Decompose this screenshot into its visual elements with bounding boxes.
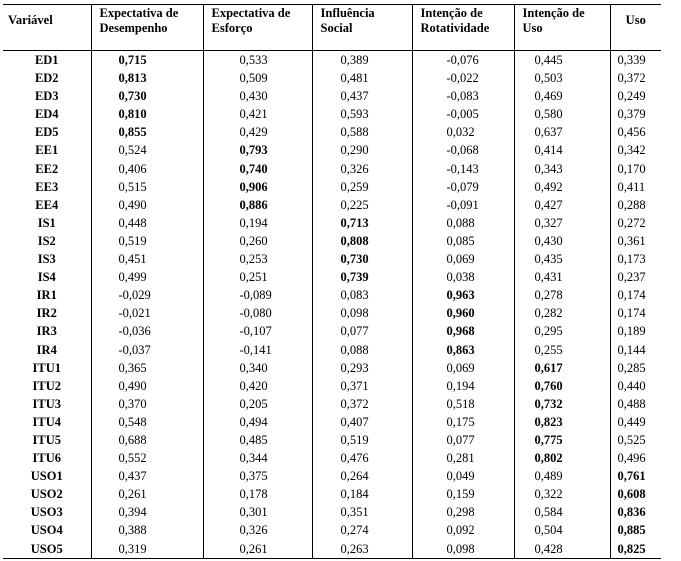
loading-cell: 0,194 (412, 377, 514, 395)
table-body (3, 51, 661, 559)
table-row (3, 69, 661, 87)
table-row (3, 304, 661, 322)
loading-cell: 0,092 (412, 521, 514, 539)
header-line: Expectativa de (211, 6, 291, 20)
loading-cell: 0,509 (203, 69, 312, 87)
loading-cell: 0,740 (203, 160, 312, 178)
loading-cell: 0,237 (617, 270, 646, 285)
loading-cell: 0,088 (412, 214, 514, 232)
loading-cell: 0,339 (617, 53, 646, 67)
table-row (3, 431, 661, 449)
table-row (3, 214, 661, 232)
loading-cell: 0,427 (514, 196, 610, 214)
variable-label: ED2 (3, 69, 91, 87)
loading-cell: -0,022 (412, 69, 514, 87)
variable-label: IR4 (3, 341, 91, 359)
loading-cell: 0,688 (91, 431, 203, 449)
loading-cell: 0,518 (412, 395, 514, 413)
loading-cell: -0,076 (412, 51, 514, 70)
loading-cell: 0,038 (412, 268, 514, 286)
loading-cell: 0,340 (203, 359, 312, 377)
loading-cell: 0,960 (412, 304, 514, 322)
loading-cell: -0,141 (203, 341, 312, 359)
loading-cell: 0,428 (514, 540, 610, 559)
loading-cell: 0,584 (514, 503, 610, 521)
loading-cell: 0,069 (412, 359, 514, 377)
loading-cell: 0,488 (617, 396, 646, 411)
header-line: Uso (522, 21, 543, 35)
loading-cell: 0,481 (312, 69, 412, 87)
table-row (3, 341, 661, 359)
table-row (3, 232, 661, 250)
loading-cell: -0,079 (412, 178, 514, 196)
table-row (3, 322, 661, 340)
loading-cell: 0,963 (412, 286, 514, 304)
loading-cell: 0,761 (617, 469, 646, 484)
loading-cell: 0,372 (617, 71, 646, 86)
header-influencia-social (312, 5, 412, 51)
loading-cell: 0,469 (514, 87, 610, 105)
loading-cell: 0,492 (514, 178, 610, 196)
table-row (3, 196, 661, 214)
header-line: Influência (320, 6, 375, 20)
variable-label: USO4 (3, 521, 91, 539)
loading-cell: 0,519 (91, 232, 203, 250)
loading-cell: 0,388 (91, 521, 203, 539)
loading-cell: 0,184 (312, 485, 412, 503)
loading-cell: 0,301 (203, 503, 312, 521)
loading-cell: -0,036 (91, 322, 203, 340)
table-row (3, 286, 661, 304)
loading-cell: 0,175 (412, 413, 514, 431)
loading-cell: 0,281 (412, 449, 514, 467)
variable-label: EE4 (3, 196, 91, 214)
loading-cell: 0,430 (514, 232, 610, 250)
header-line: Expectativa de (99, 6, 179, 20)
variable-label: USO2 (3, 485, 91, 503)
table-row (3, 141, 661, 159)
loading-cell: 0,490 (91, 196, 203, 214)
loading-cell: 0,098 (412, 540, 514, 559)
table-row (3, 413, 661, 431)
loading-cell: 0,319 (91, 540, 203, 559)
loading-cell: 0,379 (617, 107, 646, 122)
loading-cell: 0,490 (91, 377, 203, 395)
loading-cell: -0,005 (412, 105, 514, 123)
loading-cell: 0,372 (312, 395, 412, 413)
variable-label: ITU1 (3, 359, 91, 377)
loading-cell: -0,037 (91, 341, 203, 359)
loading-cell: 0,032 (412, 123, 514, 141)
loading-cell: 0,793 (203, 141, 312, 159)
loading-cell: 0,077 (412, 431, 514, 449)
variable-label: EE1 (3, 141, 91, 159)
loading-cell: 0,174 (617, 288, 646, 303)
loading-cell: 0,451 (91, 250, 203, 268)
loading-cell: 0,617 (514, 359, 610, 377)
loading-cell: 0,730 (312, 250, 412, 268)
loading-cell: 0,524 (91, 141, 203, 159)
header-line: Uso (625, 13, 646, 27)
variable-label: EE2 (3, 160, 91, 178)
loading-cell: 0,836 (617, 505, 646, 520)
table-row (3, 540, 661, 559)
loading-cell: 0,098 (312, 304, 412, 322)
header-line: Intenção de (522, 6, 585, 20)
loading-cell: 0,205 (203, 395, 312, 413)
loading-cell: 0,173 (617, 252, 646, 267)
loading-cell: 0,225 (312, 196, 412, 214)
variable-label: ITU4 (3, 413, 91, 431)
loading-cell: 0,588 (312, 123, 412, 141)
loading-cell: 0,437 (91, 467, 203, 485)
loading-cell: 0,823 (514, 413, 610, 431)
loading-cell: 0,420 (203, 377, 312, 395)
loading-cell: -0,143 (412, 160, 514, 178)
loading-cell: 0,389 (312, 51, 412, 70)
loading-cell: 0,259 (312, 178, 412, 196)
loading-cell: -0,068 (412, 141, 514, 159)
loading-cell: 0,326 (203, 521, 312, 539)
variable-label: USO5 (3, 540, 91, 559)
loading-cell: 0,170 (617, 161, 646, 176)
loading-cell: -0,091 (412, 196, 514, 214)
table-row (3, 359, 661, 377)
loading-cell: -0,029 (91, 286, 203, 304)
loading-cell: 0,290 (312, 141, 412, 159)
table-row (3, 485, 661, 503)
header-uso (610, 5, 661, 51)
header-expectativa-desempenho (91, 5, 203, 51)
loading-cell: 0,533 (203, 51, 312, 70)
loading-cell: 0,159 (412, 485, 514, 503)
loading-cell: 0,494 (203, 413, 312, 431)
loading-cell: 0,503 (514, 69, 610, 87)
loading-cell: 0,515 (91, 178, 203, 196)
loading-cell: 0,906 (203, 178, 312, 196)
loading-cell: 0,249 (617, 89, 646, 104)
header-intencao-rotatividade (412, 5, 514, 51)
variable-label: USO3 (3, 503, 91, 521)
table-header (3, 5, 661, 51)
header-intencao-uso (514, 5, 610, 51)
loading-cell: 0,437 (312, 87, 412, 105)
header-expectativa-esforco (203, 5, 312, 51)
loading-cell: 0,178 (203, 485, 312, 503)
loading-cell: 0,813 (91, 69, 203, 87)
loading-cell: 0,298 (412, 503, 514, 521)
loading-cell: 0,802 (514, 449, 610, 467)
header-line: Rotatividade (420, 21, 490, 35)
table-row (3, 449, 661, 467)
header-line: Desempenho (99, 21, 168, 35)
loading-cell: 0,253 (203, 250, 312, 268)
variable-label: ITU2 (3, 377, 91, 395)
loading-cell: -0,089 (203, 286, 312, 304)
loading-cell: 0,085 (412, 232, 514, 250)
loading-cell: 0,476 (312, 449, 412, 467)
loading-cell: 0,504 (514, 521, 610, 539)
loading-cell: 0,261 (91, 485, 203, 503)
loading-cell: 0,739 (312, 268, 412, 286)
loading-cell: 0,760 (514, 377, 610, 395)
loading-cell: 0,351 (312, 503, 412, 521)
table-row (3, 503, 661, 521)
variable-label: USO1 (3, 467, 91, 485)
loading-cell: 0,715 (91, 51, 203, 70)
loading-cell: 0,049 (412, 467, 514, 485)
loading-cell: 0,548 (91, 413, 203, 431)
cross-loadings-table (3, 4, 661, 559)
loading-cell: 0,440 (617, 378, 646, 393)
table-row (3, 467, 661, 485)
loading-cell: 0,285 (617, 360, 646, 375)
loading-cell: 0,499 (91, 268, 203, 286)
loading-cell: 0,342 (617, 143, 646, 158)
loading-cell: 0,732 (514, 395, 610, 413)
loading-cell: 0,069 (412, 250, 514, 268)
loading-cell: 0,411 (617, 179, 646, 194)
loading-cell: -0,021 (91, 304, 203, 322)
loading-cell: 0,445 (514, 51, 610, 70)
variable-label: IS3 (3, 250, 91, 268)
loading-cell: 0,361 (617, 233, 646, 248)
variable-label: ITU3 (3, 395, 91, 413)
loading-cell: 0,456 (617, 125, 646, 140)
loading-cell: 0,421 (203, 105, 312, 123)
loading-cell: -0,080 (203, 304, 312, 322)
loading-cell: -0,107 (203, 322, 312, 340)
loading-cell: 0,855 (91, 123, 203, 141)
loading-cell: 0,274 (312, 521, 412, 539)
loading-cell: 0,448 (91, 214, 203, 232)
loading-cell: 0,730 (91, 87, 203, 105)
loading-cell: 0,077 (312, 322, 412, 340)
variable-label: IR1 (3, 286, 91, 304)
loading-cell: 0,519 (312, 431, 412, 449)
loading-cell: 0,365 (91, 359, 203, 377)
loading-cell: 0,394 (91, 503, 203, 521)
variable-label: ITU5 (3, 431, 91, 449)
loading-cell: 0,435 (514, 250, 610, 268)
loading-cell: 0,295 (514, 322, 610, 340)
loading-cell: 0,251 (203, 268, 312, 286)
variable-label: ED4 (3, 105, 91, 123)
loading-cell: 0,344 (203, 449, 312, 467)
loading-cell: 0,174 (617, 306, 646, 321)
loading-cell: 0,485 (203, 431, 312, 449)
loading-cell: 0,885 (617, 523, 646, 538)
loading-cell: 0,608 (617, 487, 646, 502)
table-row (3, 268, 661, 286)
loading-cell: 0,430 (203, 87, 312, 105)
table-row (3, 178, 661, 196)
header-line: Social (320, 21, 353, 35)
loading-cell: 0,264 (312, 467, 412, 485)
loading-cell: 0,371 (312, 377, 412, 395)
loading-cell: 0,637 (514, 123, 610, 141)
loading-cell: 0,525 (617, 432, 646, 447)
loading-cell: -0,083 (412, 87, 514, 105)
loading-cell: 0,370 (91, 395, 203, 413)
loading-cell: 0,327 (514, 214, 610, 232)
variable-label: EE3 (3, 178, 91, 196)
table-row (3, 395, 661, 413)
header-line: Esforço (211, 21, 253, 35)
loading-cell: 0,429 (203, 123, 312, 141)
loading-cell: 0,431 (514, 268, 610, 286)
variable-label: IR3 (3, 322, 91, 340)
table-row (3, 377, 661, 395)
variable-label: ED5 (3, 123, 91, 141)
variable-label: IS4 (3, 268, 91, 286)
table-row (3, 160, 661, 178)
loading-cell: 0,825 (610, 540, 661, 559)
variable-label: ITU6 (3, 449, 91, 467)
table-row (3, 123, 661, 141)
table-row (3, 521, 661, 539)
loading-cell: 0,272 (617, 215, 646, 230)
header-line: Intenção de (420, 6, 483, 20)
header-variavel (3, 5, 91, 51)
loading-cell: 0,083 (312, 286, 412, 304)
loading-cell: 0,713 (312, 214, 412, 232)
loading-cell: 0,144 (617, 342, 646, 357)
loading-cell: 0,968 (412, 322, 514, 340)
loading-cell: 0,406 (91, 160, 203, 178)
variable-label: ED1 (3, 51, 91, 70)
loading-cell: 0,552 (91, 449, 203, 467)
loading-cell: 0,278 (514, 286, 610, 304)
loading-cell: 0,808 (312, 232, 412, 250)
loading-cell: 0,414 (514, 141, 610, 159)
loading-cell: 0,810 (91, 105, 203, 123)
loading-cell: 0,863 (412, 341, 514, 359)
loading-cell: 0,375 (203, 467, 312, 485)
variable-label: IS2 (3, 232, 91, 250)
table-row (3, 105, 661, 123)
loading-cell: 0,343 (514, 160, 610, 178)
loading-cell: 0,088 (312, 341, 412, 359)
loading-cell: 0,263 (312, 540, 412, 559)
loading-cell: 0,322 (514, 485, 610, 503)
loading-cell: 0,593 (312, 105, 412, 123)
loading-cell: 0,261 (203, 540, 312, 559)
loading-cell: 0,255 (514, 341, 610, 359)
loading-cell: 0,886 (203, 196, 312, 214)
variable-label: IS1 (3, 214, 91, 232)
loading-cell: 0,496 (617, 451, 646, 466)
table-row (3, 250, 661, 268)
table-row (3, 87, 661, 105)
loading-cell: 0,407 (312, 413, 412, 431)
variable-label: ED3 (3, 87, 91, 105)
loading-cell: 0,260 (203, 232, 312, 250)
loading-cell: 0,326 (312, 160, 412, 178)
loading-cell: 0,189 (617, 324, 646, 339)
loading-cell: 0,449 (617, 414, 646, 429)
loading-cell: 0,282 (514, 304, 610, 322)
loading-cell: 0,293 (312, 359, 412, 377)
variable-label: IR2 (3, 304, 91, 322)
header-row (3, 5, 661, 51)
table-row (3, 51, 661, 70)
loading-cell: 0,775 (514, 431, 610, 449)
header-line: Variável (8, 13, 53, 27)
loading-cell: 0,489 (514, 467, 610, 485)
loading-cell: 0,288 (617, 197, 646, 212)
loading-cell: 0,194 (203, 214, 312, 232)
loading-cell: 0,580 (514, 105, 610, 123)
